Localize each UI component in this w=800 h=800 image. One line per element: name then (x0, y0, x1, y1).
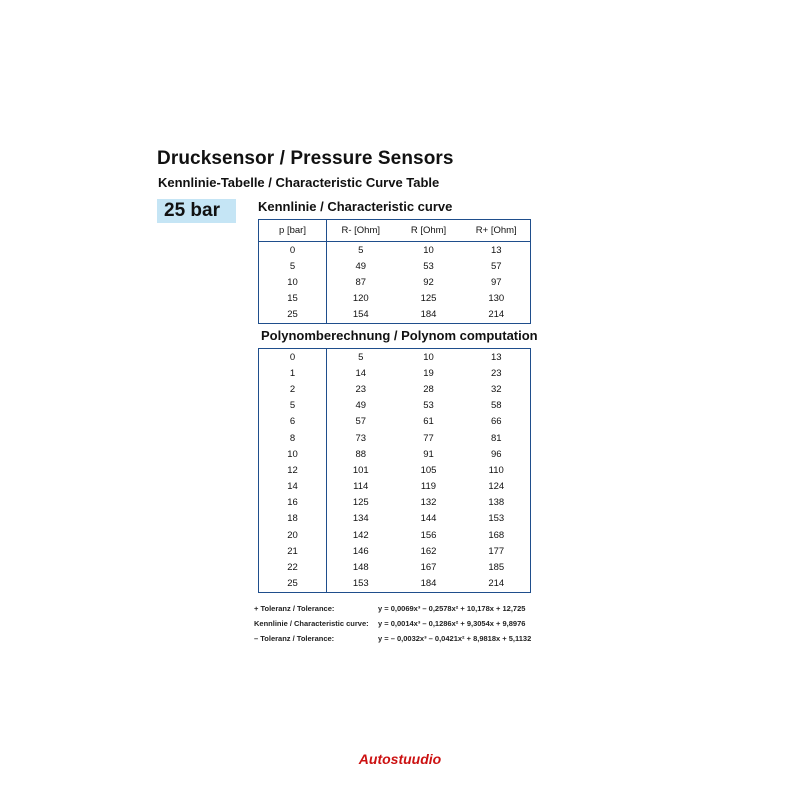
table-cell: 23 (463, 365, 531, 381)
formula-label: – Toleranz / Tolerance: (254, 634, 335, 643)
table-cell: 15 (259, 291, 327, 307)
polynom-computation-table (258, 348, 531, 593)
table-cell: 53 (423, 400, 434, 412)
table-cell: 5 (358, 351, 364, 363)
table-cell: 58 (463, 398, 531, 414)
table-cell: 162 (420, 545, 437, 557)
table-row (259, 462, 531, 478)
table-cell: 13 (463, 242, 531, 259)
table-row (259, 495, 531, 511)
formula-equation: y = 0,0014x³ – 0,1286x² + 9,3054x + 9,8976 (378, 619, 526, 628)
table-cell: 153 (463, 511, 531, 527)
table-row (259, 291, 531, 307)
table-cell: 32 (463, 381, 531, 397)
pressure-range-badge: 25 bar (157, 199, 236, 223)
table-row (259, 349, 531, 366)
formula-row (254, 604, 531, 619)
table-cell: 184 (395, 307, 463, 324)
table-cell: 0 (259, 349, 327, 366)
table-cell: 184 (395, 576, 463, 593)
table-row (259, 559, 531, 575)
table-cell: 14 (355, 367, 367, 379)
table-cell: 110 (463, 462, 531, 478)
table-row (259, 242, 531, 259)
table-cell: 14 (259, 479, 327, 495)
table-cell: 214 (463, 307, 531, 324)
table-cell: 28 (423, 383, 434, 395)
table-cell: 10 (423, 351, 434, 363)
table-cell: 97 (463, 274, 531, 290)
tolerance-formulas (254, 604, 531, 649)
table-cell: 22 (259, 559, 327, 575)
table-cell: 21 (259, 543, 327, 559)
table-row (259, 307, 531, 324)
formula-row (254, 619, 531, 634)
table-cell: 66 (463, 414, 531, 430)
table-row (259, 576, 531, 593)
brand-footer: Autostuudio (358, 751, 442, 767)
table-cell: 125 (420, 293, 437, 305)
table-cell: 87 (355, 276, 367, 288)
table-cell: 1 (259, 365, 327, 381)
formula-label: Kennlinie / Characteristic curve: (254, 619, 369, 628)
table-cell: 105 (420, 464, 437, 476)
table-cell: 134 (352, 513, 369, 525)
table-row (259, 446, 531, 462)
table-cell: 13 (463, 349, 531, 366)
table-cell: 146 (352, 545, 369, 557)
table-cell: 57 (463, 258, 531, 274)
table-cell: 16 (259, 495, 327, 511)
table-cell: 120 (352, 293, 369, 305)
table-cell: 53 (423, 260, 434, 272)
table-cell: 0 (259, 242, 327, 259)
table-cell: 6 (259, 414, 327, 430)
table-cell: 5 (259, 258, 327, 274)
table-cell: 19 (423, 367, 434, 379)
table-cell: 154 (327, 307, 395, 324)
table-header-row (259, 220, 531, 242)
table-cell: 73 (355, 432, 367, 444)
table-cell: 8 (259, 430, 327, 446)
table-cell: 142 (352, 529, 369, 541)
table-cell: 167 (420, 562, 437, 574)
table-row (259, 543, 531, 559)
table-cell: 10 (259, 446, 327, 462)
table-cell: 91 (423, 448, 434, 460)
characteristic-curve-table (258, 219, 531, 324)
column-header-r: R [Ohm] (395, 220, 463, 242)
table-cell: 148 (352, 562, 369, 574)
table-cell: 132 (420, 497, 437, 509)
table-row (259, 365, 531, 381)
table-row (259, 414, 531, 430)
formula-label: + Toleranz / Tolerance: (254, 604, 335, 613)
table-cell: 2 (259, 381, 327, 397)
table-row (259, 511, 531, 527)
table-cell: 77 (423, 432, 434, 444)
table-row (259, 381, 531, 397)
table-cell: 25 (259, 576, 327, 593)
table-cell: 81 (463, 430, 531, 446)
table-cell: 185 (463, 559, 531, 575)
table-cell: 125 (352, 497, 369, 509)
table-cell: 18 (259, 511, 327, 527)
table-cell: 124 (463, 479, 531, 495)
table-cell: 96 (463, 446, 531, 462)
table-cell: 10 (259, 274, 327, 290)
table-cell: 10 (423, 244, 434, 256)
table-row (259, 527, 531, 543)
table-row (259, 258, 531, 274)
table-cell: 114 (353, 481, 369, 493)
column-header-pressure: p [bar] (259, 220, 327, 242)
table-cell: 57 (355, 416, 367, 428)
formula-equation: y = – 0,0032x³ – 0,0421x² + 8,9818x + 5,1132 (378, 634, 532, 643)
table-row (259, 274, 531, 290)
table-row (259, 479, 531, 495)
table-cell: 177 (463, 543, 531, 559)
table-cell: 23 (355, 383, 367, 395)
table-cell: 92 (423, 276, 434, 288)
table-cell: 101 (352, 464, 369, 476)
column-header-r-plus: R+ [Ohm] (463, 220, 531, 242)
table-cell: 25 (259, 307, 327, 324)
table-cell: 49 (355, 260, 367, 272)
page-subtitle: Kennlinie-Tabelle / Characteristic Curve Table (158, 175, 440, 190)
table-cell: 138 (463, 495, 531, 511)
table-cell: 144 (420, 513, 437, 525)
table-cell: 168 (463, 527, 531, 543)
table-cell: 5 (358, 244, 364, 256)
table-cell: 119 (420, 481, 437, 493)
table-row (259, 398, 531, 414)
table-cell: 20 (259, 527, 327, 543)
formula-equation: y = 0,0069x³ – 0,2578x² + 10,178x + 12,725 (378, 604, 526, 613)
table-cell: 130 (463, 291, 531, 307)
table-row (259, 430, 531, 446)
table-cell: 5 (259, 398, 327, 414)
formula-row (254, 634, 531, 649)
table-cell: 214 (463, 576, 531, 593)
polynom-computation-title: Polynomberechnung / Polynom computation (261, 328, 538, 343)
table-cell: 61 (423, 416, 434, 428)
page-title: Drucksensor / Pressure Sensors (157, 148, 454, 169)
column-header-r-minus: R- [Ohm] (327, 220, 395, 242)
table-cell: 49 (355, 400, 367, 412)
characteristic-curve-title: Kennlinie / Characteristic curve (258, 199, 453, 214)
table-cell: 12 (259, 462, 327, 478)
table-cell: 156 (420, 529, 437, 541)
table-cell: 88 (355, 448, 367, 460)
table-cell: 153 (327, 576, 395, 593)
